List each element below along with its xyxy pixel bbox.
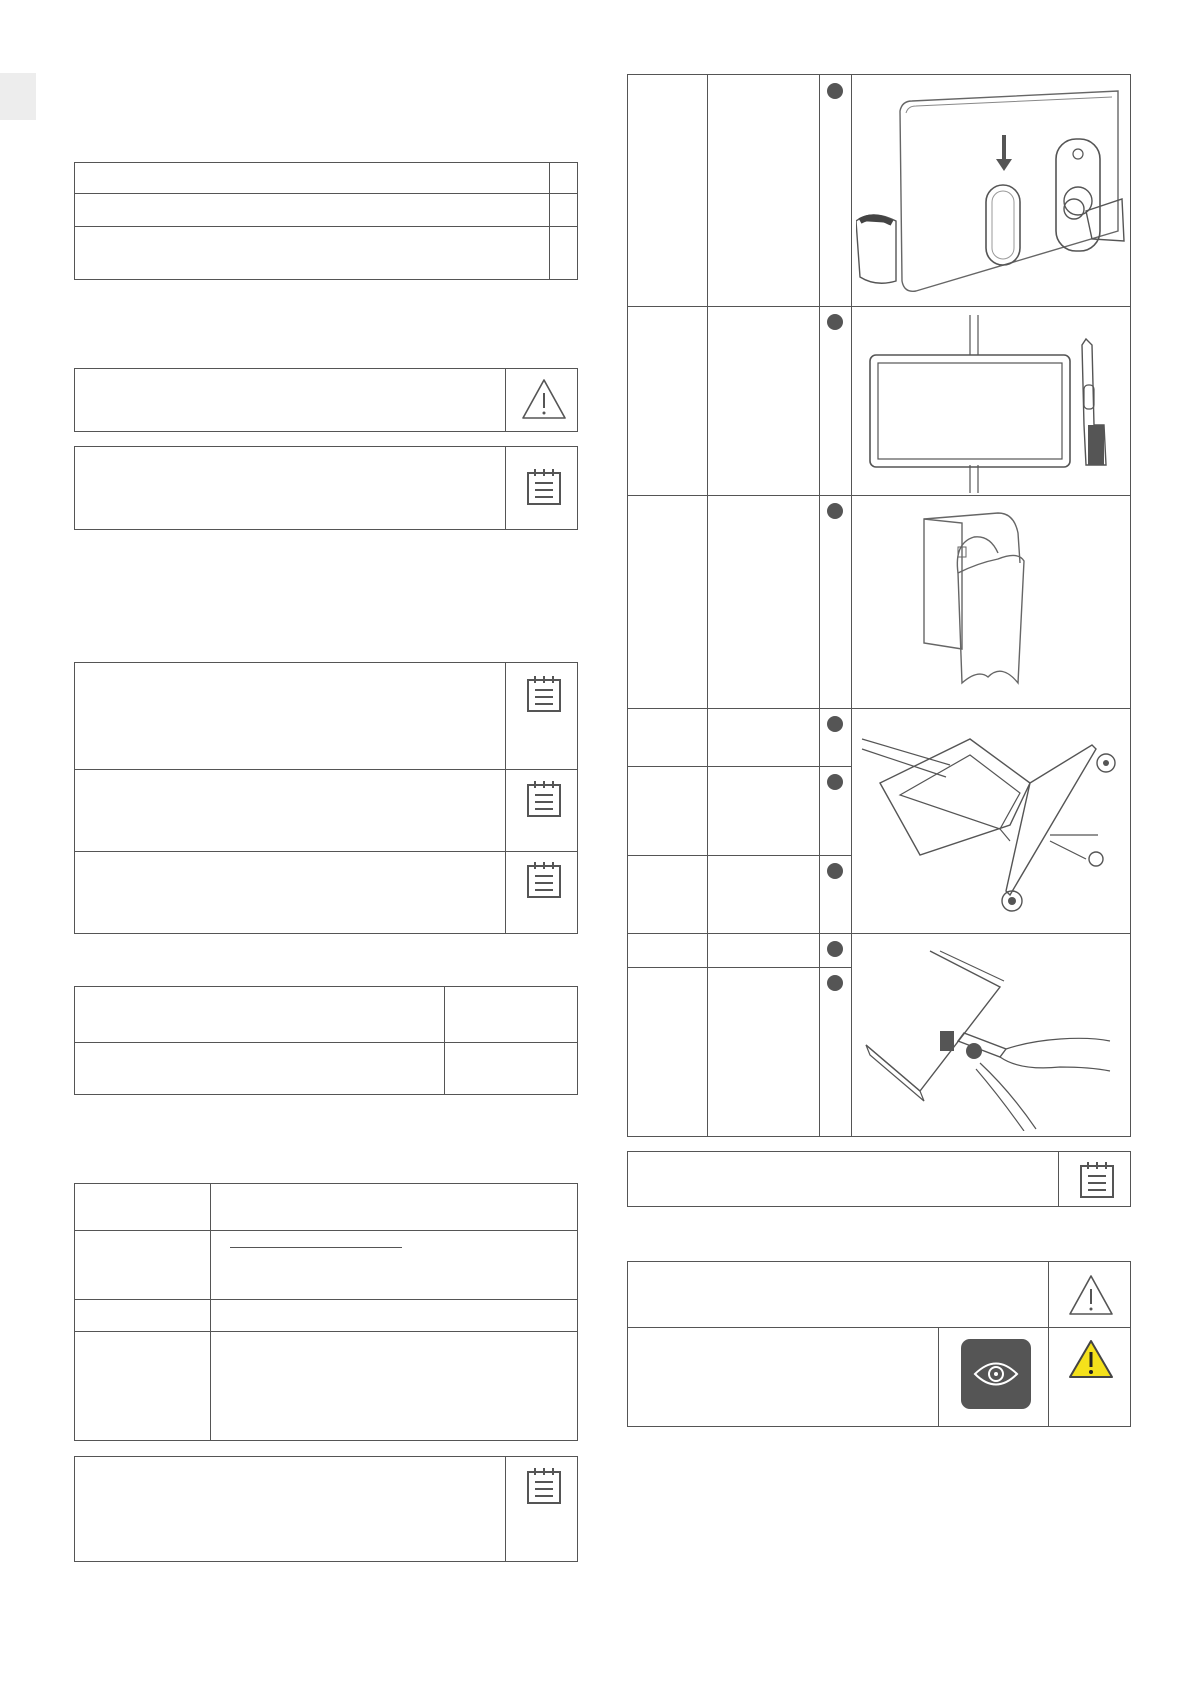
note-clipboard-icon <box>526 468 562 506</box>
step-marker <box>827 314 843 330</box>
underlined-link-placeholder <box>230 1247 402 1248</box>
note-clipboard-icon <box>526 780 562 818</box>
warning-triangle-yellow-icon <box>1068 1338 1114 1380</box>
warning-triangle-icon <box>521 377 567 421</box>
table-contents <box>74 162 578 280</box>
table-specifications <box>74 1183 578 1441</box>
step-marker <box>827 503 843 519</box>
warning-table-right <box>627 1261 1131 1427</box>
cart-pc-illustration <box>860 725 1126 925</box>
note-clipboard-icon <box>526 861 562 899</box>
cable-connection-illustration <box>860 941 1126 1131</box>
note-clipboard-icon <box>526 1467 562 1505</box>
eye-icon <box>961 1339 1031 1409</box>
step-marker <box>827 83 843 99</box>
note-clipboard-icon <box>526 675 562 713</box>
step-marker <box>827 716 843 732</box>
page-tab-marker <box>0 73 36 120</box>
note-group <box>74 662 578 934</box>
step-marker <box>827 941 843 957</box>
note-box-right <box>627 1151 1131 1207</box>
table-two-column <box>74 986 578 1095</box>
procedure-table <box>627 74 1131 1137</box>
warning-box <box>74 368 578 432</box>
note-clipboard-icon <box>1079 1161 1115 1199</box>
step-marker <box>827 863 843 879</box>
monitor-scanner-illustration <box>864 315 1124 493</box>
warning-triangle-icon <box>1068 1273 1114 1317</box>
monitor-mount-illustration <box>856 81 1126 303</box>
note-box-bottom <box>74 1456 578 1562</box>
note-box-1 <box>74 446 578 530</box>
step-marker <box>827 774 843 790</box>
step-marker <box>827 975 843 991</box>
scanner-holder-illustration <box>918 503 1048 693</box>
